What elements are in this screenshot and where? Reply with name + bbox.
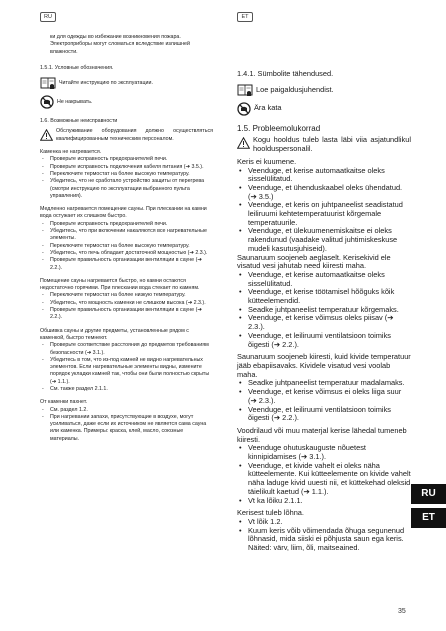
symbol-read-label: Читайте инструкцию по эксплуатации.: [59, 80, 153, 87]
list-item: - Проверьте исправность предохранителей печи.: [40, 156, 213, 163]
s2-title: Saunaruum soojeneb aeglaselt. Kerisekivid ele visatud vesi jahutab need kiiresti maha.: [237, 252, 391, 271]
book-with-hand-icon: [237, 84, 253, 97]
symbol-read-row: [237, 84, 411, 97]
s3-list: [40, 292, 213, 321]
list-item: - Убедитесь в том, что из-под камней не видно нагревательных элементов. Если нагревательные элементы видны, измените порядок укладки камней так, чтобы они были полностью скрыты (➔ 1.1.).: [40, 357, 213, 386]
list-item: • Veenduge, et kerise töötamisel hõõguks kõik kütteelemendid.: [237, 288, 411, 305]
symbol-no-row: [237, 102, 411, 116]
list-item: - При нагревании запахи, присутствующие в воздухе, могут усиливаться, даже если их источником не является сама сауна или каменка. Примеры: краска, клей, масло, союзные материалы.: [40, 414, 213, 443]
list-item: • Veenduge ohutuskauguste nõuetest kinnipidamises (➔ 3.1.).: [237, 444, 411, 461]
column-et: [237, 34, 411, 553]
page-number: 35: [398, 608, 406, 615]
list-item: - См. также раздел 2.1.1.: [40, 386, 213, 393]
list-item: • Veenduge, et keris on juhtpaneelist seadistatud leiliruumi kehtetemperatuurist kõrgemale temperatuurile.: [237, 201, 411, 227]
list-item: • Veenduge, et leiliruumi ventilatsioon toimiks õigesti (➔ 2.2.).: [237, 406, 411, 423]
symbol-no-label: Ära kata: [254, 103, 282, 113]
symbol-read-label: Loe paigaldusjuhendist.: [256, 84, 334, 94]
list-item: - Убедитесь, что не сработало устройство защиты от перегрева (смотри инструкцию по эксплуатации выбранного пульта управления).: [40, 178, 213, 200]
list-item: - См. раздел 1.2.: [40, 407, 213, 414]
list-item: - Переключите термостат на более низкую температуру.: [40, 292, 213, 299]
s5-list: [40, 407, 213, 443]
spacer: [237, 34, 411, 70]
s1-list: [237, 167, 411, 254]
list-item: • Veenduge, et kerise võimsus oleks piisav (➔ 2.3.).: [237, 314, 411, 331]
s4-title: Обшивка сауны и другие предметы, установленные рядом с каменкой, быстро темнеют.: [40, 327, 189, 341]
s5-title: Kerisest tuleb lõhna.: [237, 508, 304, 518]
list-item: • Veenduge, et kerise automaatkaitse oleks sisselülitatud.: [237, 271, 411, 288]
s3-title: Saunaruum soojeneb kiiresti, kuid kivide temperatuur jääb ebapiisavaks. Kividele visatud vesi voolab maha.: [237, 352, 411, 379]
warning-triangle-icon: [237, 137, 250, 149]
book-with-hand-icon: [40, 77, 56, 90]
list-item: • Kuum keris võib võimendada õhuga segunenud lõhnasid, mida siiski ei põhjusta saun ega keris. Näited: värv, liim, õli, maitseained.: [237, 527, 411, 553]
s4-title: Voodrilaud või muu materjal kerise lähedal tumeneb kiiresti.: [237, 425, 407, 444]
s5-title: От каменки пахнет.: [40, 399, 88, 406]
list-item: - Убедитесь, что мощность каменки не слишком высока (➔ 2.3.).: [40, 300, 213, 307]
list-item: - Переключите термостат на более высокую температуру.: [40, 171, 213, 178]
list-item: - Проверьте правильность организации вентиляции в сауне (➔ 2.2.).: [40, 307, 213, 322]
s4-list: [237, 444, 411, 505]
symbols-title: 1.4.1. Sümbolite tähendused.: [237, 69, 334, 78]
symbol-read-row: [40, 77, 213, 90]
list-item: • Veenduge, et kivide vahelt ei oleks näha kütteelemente. Kui kütteelemente on kivide vahelt näha laduge kivid uuesti nii, et küttekehad oleksid täielikult kaetud (➔ 1.1.).: [237, 462, 411, 497]
list-item: - Убедитесь, что при включении накаляются все нагревательные элементы.: [40, 228, 213, 243]
list-item: • Vt ka lõiku 2.1.1.: [237, 497, 411, 506]
list-item: • Veenduge, et ülekuumenemiskaitse ei oleks rakendunud (vaadake valitud juhtimiskeskuse mudeli kasutusjuhiseid).: [237, 227, 411, 253]
list-item: • Veenduge, et leiliruumi ventilatsioon toimiks õigesti (➔ 2.2.).: [237, 332, 411, 349]
s1-title: Каменка не нагревается.: [40, 149, 102, 156]
faults-warning-row: [40, 128, 213, 143]
symbols-title: 1.5.1. Условные обозначения.: [40, 64, 114, 71]
faults-warning-row: [237, 136, 411, 153]
s1-title: Keris ei kuumene.: [237, 156, 297, 166]
symbol-no-row: [40, 95, 213, 109]
s4-list: [40, 342, 213, 393]
side-tab-ru[interactable]: RU: [411, 484, 446, 504]
side-tab-et[interactable]: ET: [411, 508, 446, 528]
faults-title: 1.6. Возможные неисправности: [40, 118, 118, 125]
s3-title: Помещение сауны нагревается быстро, но камни остаются недостаточно горячими. При плескании вода стекает по камням.: [40, 277, 200, 292]
list-item: - Проверьте правильность организации вентиляции в сауне (➔ 2.2.).: [40, 257, 213, 272]
list-item: - Переключите термостат на более высокую температуру.: [40, 243, 213, 250]
s3-list: [237, 379, 411, 423]
list-item: • Vt lõik 1.2.: [237, 518, 411, 527]
list-item: - Проверьте соответствие расстояния до предметов требованиям безопасности (➔ 3.1.).: [40, 342, 213, 357]
column-ru: [40, 34, 213, 443]
s2-list: [40, 221, 213, 272]
lang-tag-et: ET: [237, 12, 253, 22]
list-item: - Убедитесь, что печь обладает достаточной мощностью (➔ 2.3.).: [40, 250, 213, 257]
list-item: - Проверьте исправность предохранителей печи.: [40, 221, 213, 228]
no-cover-prohibition-icon: [40, 95, 54, 109]
s1-list: [40, 156, 213, 200]
no-cover-prohibition-icon: [237, 102, 251, 116]
list-item: • Seadke juhtpaneelist temperatuur madalamaks.: [237, 379, 411, 388]
faults-warning-text: Kogu hooldus tuleb lasta läbi viia asjatundlikul hoolduspersonalil.: [253, 135, 411, 154]
warning-triangle-icon: [40, 129, 53, 141]
symbol-no-label: Не накрывать.: [57, 98, 93, 105]
list-item: • Veenduge, et kerise võimsus ei oleks liiga suur (➔ 2.3.).: [237, 388, 411, 405]
s5-list: [237, 518, 411, 553]
lang-tag-ru: RU: [40, 12, 56, 22]
list-item: • Seadke juhtpaneelist temperatuur kõrgemaks.: [237, 306, 411, 315]
list-item: • Veenduge, et ühenduskaabel oleks ühendatud. (➔ 3.5.): [237, 184, 411, 201]
intro-item: ки для одежды во избежание возникновения пожара. Электроприборы могут сломаться вследствие излишней влажности.: [50, 34, 190, 55]
faults-warning-text: Обслуживание оборудования должно осуществляться квалифицированным техническим персоналом.: [56, 128, 213, 142]
s2-list: [237, 271, 411, 349]
list-item: - Проверьте исправность подключения кабеля питания (➔ 3.5.).: [40, 164, 213, 171]
list-item: • Veenduge, et kerise automaatkaitse oleks sisselülitatud.: [237, 167, 411, 184]
s2-title: Медленно нагревается помещение сауны. При плескании на камни вода остужает их слишком быстро.: [40, 206, 207, 220]
faults-title: 1.5. Probleemolukorrad: [237, 123, 321, 133]
